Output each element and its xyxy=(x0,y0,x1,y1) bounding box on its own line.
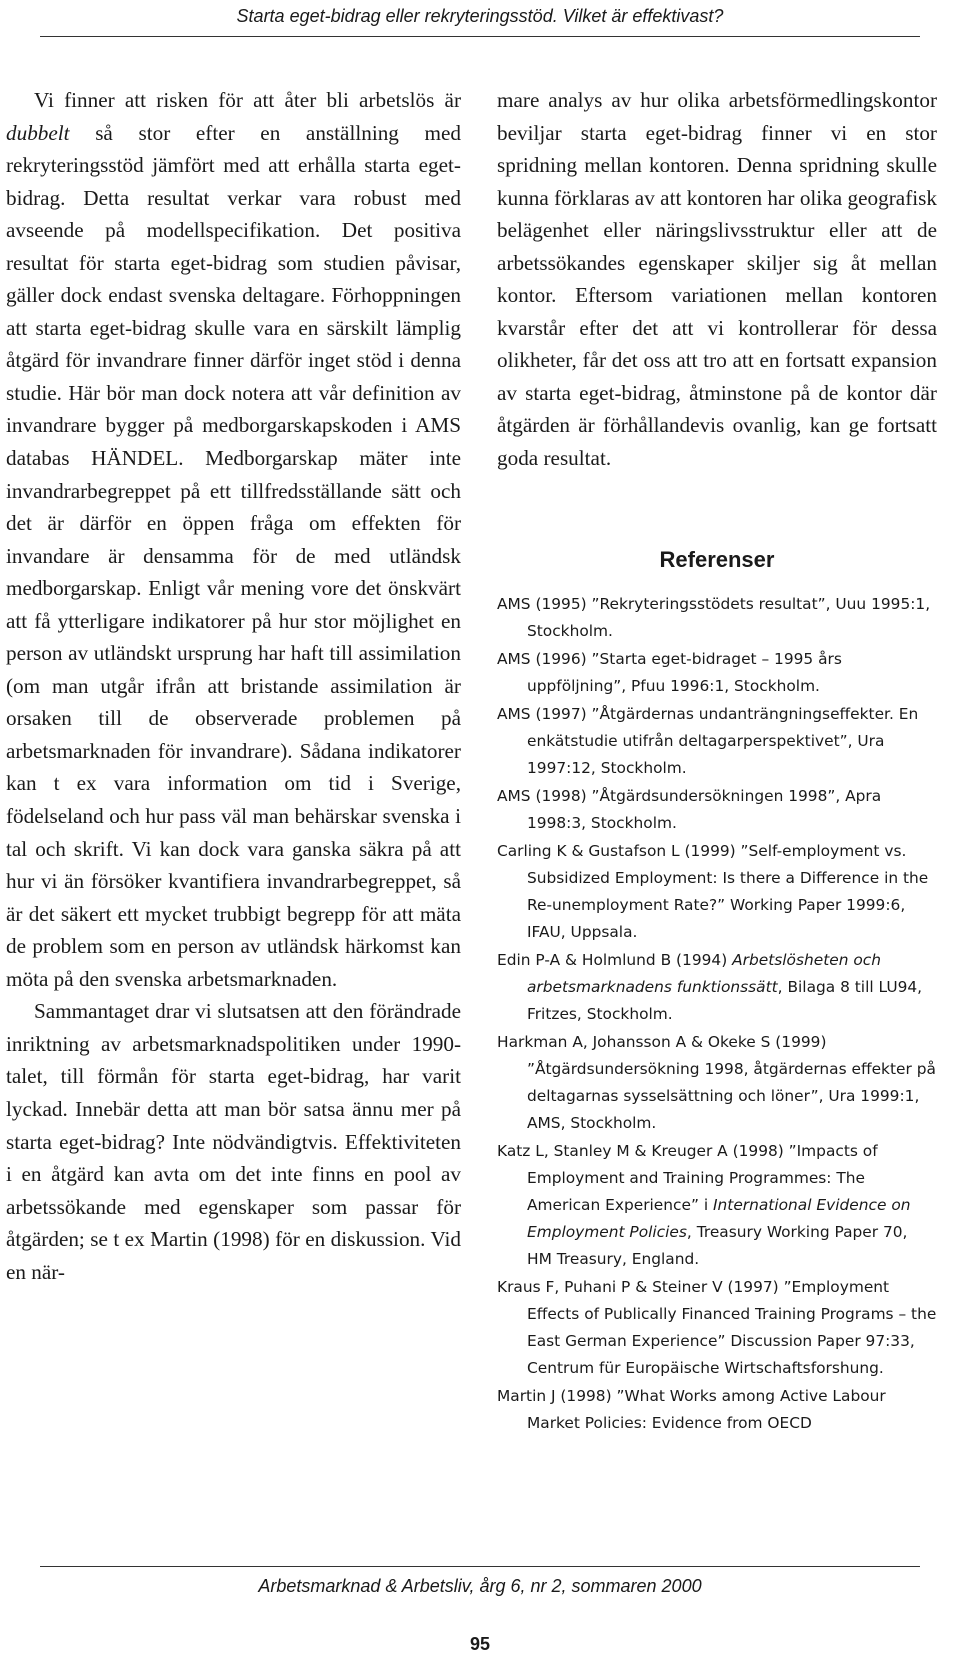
running-head: Starta eget-bidrag eller rekryteringsstöd. Vilket är effektivast? xyxy=(40,0,920,37)
reference-item xyxy=(497,1383,937,1437)
paragraph-continued: mare analys av hur olika arbetsförmedlingskontor beviljar starta eget-bidrag finner vi en stor spridning mellan kontoren. Denna spridning skulle kunna förklaras av att kontoren har olika geografisk belägenhet eller näringslivsstruktur eller att de arbetssökandes egenskaper skiljer sig åt mellan kontor. Eftersom variationen mellan kontoren kvarstår efter det att vi kontrollerar för dessa olikheter, får det oss att tro att en fortsatt expansion av starta eget-bidrag, åtminstone på de kontor där åtgärden är förhållandevis ovanlig, kan ge fortsatt goda resultat. xyxy=(497,88,937,471)
reference-item xyxy=(497,1029,937,1137)
reference-text-tail: , Treasury Working Paper 70, HM Treasury, England. xyxy=(527,1222,908,1268)
reference-text: AMS (1995) ”Rekryteringsstödets resultat”, Uuu 1995:1, Stockholm. xyxy=(497,594,931,640)
left-column xyxy=(6,84,461,1288)
reference-item xyxy=(497,701,937,782)
paragraph-1-rest: så stor efter en anställning med rekryteringsstöd jämfört med att erhålla starta eget-bidrag. Detta resultat verkar vara robust med avseende på modellspecifikation. Det positiva resultat för starta eget-bidrag som studien påvisar, gäller dock endast svenska deltagare. Förhoppningen att starta eget-bidrag skulle vara en särskilt lämplig åtgärd för invandrare finner därför inget stöd i denna studie. Här bör man dock notera att vår definition av invandrare bygger på medborgarskapskoden i AMS databas HÄNDEL. Medborgarskap mäter inte invandrarbegreppet på ett tillfredsställande sätt och det är därför en öppen fråga om effekten för invandare är densamma för de med utländsk medborgarskap. Enligt vår mening vore det önskvärt att få ytterligare indikatorer på hur stor möjlighet en person av utländskt ursprung har haft till assimilation (om man utgår ifrån att bristande assimilation är orsaken till de observerade problemen på arbetsmarknaden för invandrare). Sådana indikatorer kan t ex vara information om tid i Sverige, födelseland och hur pass väl man behärskar svenska i tal och skrift. Vi kan dock vara ganska säkra på att hur vi än försöker kvantifiera invandrarbegreppet, så är det säkert ett mycket trubbigt begrepp för att mäta de problem som en person av utländsk härkomst kan möta på den svenska arbetsmarknaden. xyxy=(6,120,461,991)
reference-item xyxy=(497,947,937,1028)
paragraph-2-text: Sammantaget drar vi slutsatsen att den förändrade inriktning av arbetsmarknadspolitiken under 1990-talet, till förmån för starta eget-bidrag, har varit lyckad. Innebär detta att man bör satsa ännu mer på starta eget-bidrag? Inte nödvändigtvis. Effektiviteten i en åtgärd kan avta om det inte finns en pool av arbetssökande med egenskaper som passar för åtgärden; se t ex Martin (1998) för en diskussion. Vid en när- xyxy=(6,999,461,1284)
reference-text: Kraus F, Puhani P & Steiner V (1997) ”Employment Effects of Publically Financed Training Programs – the East German Experience” Discussion Paper 97:33, Centrum für Europäische Wirtschaftsforshung. xyxy=(497,1277,937,1377)
paragraph-1-start: Vi finner att risken för att åter bli arbetslös är xyxy=(34,88,461,112)
page-number: 95 xyxy=(469,1634,491,1654)
reference-item xyxy=(497,1274,937,1382)
reference-title-italic: International Evidence on Employment Policies xyxy=(527,1195,911,1241)
reference-item xyxy=(497,591,937,645)
reference-text: Harkman A, Johansson A & Okeke S (1999) ”Åtgärdsundersökning 1998, åtgärdernas effekter på deltagarnas sysselsättning och löner”, Ura 1999:1, AMS, Stockholm. xyxy=(497,1032,936,1132)
references-heading: Referenser xyxy=(659,546,775,572)
reference-item xyxy=(497,1138,937,1273)
reference-text: Katz L, Stanley M & Kreuger A (1998) ”Impacts of Employment and Training Programmes: The American Experience” i xyxy=(497,1141,878,1214)
reference-item xyxy=(497,646,937,700)
reference-item xyxy=(497,783,937,837)
reference-text: Carling K & Gustafson L (1999) ”Self-employment vs. Subsidized Employment: Is there a Difference in the Re-unemployment Rate?” Working Paper 1999:6, IFAU, Uppsala. xyxy=(497,841,929,941)
reference-list xyxy=(497,591,937,1437)
reference-title-italic: Arbetslösheten och arbetsmarknadens funktionssätt xyxy=(527,950,881,996)
paragraph-1-emphasis: dubbelt xyxy=(6,120,70,145)
right-column xyxy=(497,84,937,1438)
reference-text: AMS (1997) ”Åtgärdernas undanträngningseffekter. En enkätstudie utifrån deltagarperspektivet”, Ura 1997:12, Stockholm. xyxy=(497,704,919,777)
footer-journal: Arbetsmarknad & Arbetsliv, årg 6, nr 2, sommaren 2000 xyxy=(258,1576,702,1596)
reference-text: Martin J (1998) ”What Works among Active Labour Market Policies: Evidence from OECD xyxy=(497,1386,886,1432)
footer-rule xyxy=(40,1566,920,1567)
paragraph-2 xyxy=(6,995,461,1288)
reference-item xyxy=(497,838,937,946)
reference-text: Edin P-A & Holmlund B (1994) xyxy=(497,950,733,969)
reference-text-tail: , Bilaga 8 till LU94, Fritzes, Stockholm. xyxy=(527,977,923,1023)
reference-text: AMS (1996) ”Starta eget-bidraget – 1995 års uppföljning”, Pfuu 1996:1, Stockholm. xyxy=(497,649,842,695)
reference-text: AMS (1998) ”Åtgärdsundersökningen 1998”, Apra 1998:3, Stockholm. xyxy=(497,786,882,832)
paragraph-1 xyxy=(6,84,461,995)
